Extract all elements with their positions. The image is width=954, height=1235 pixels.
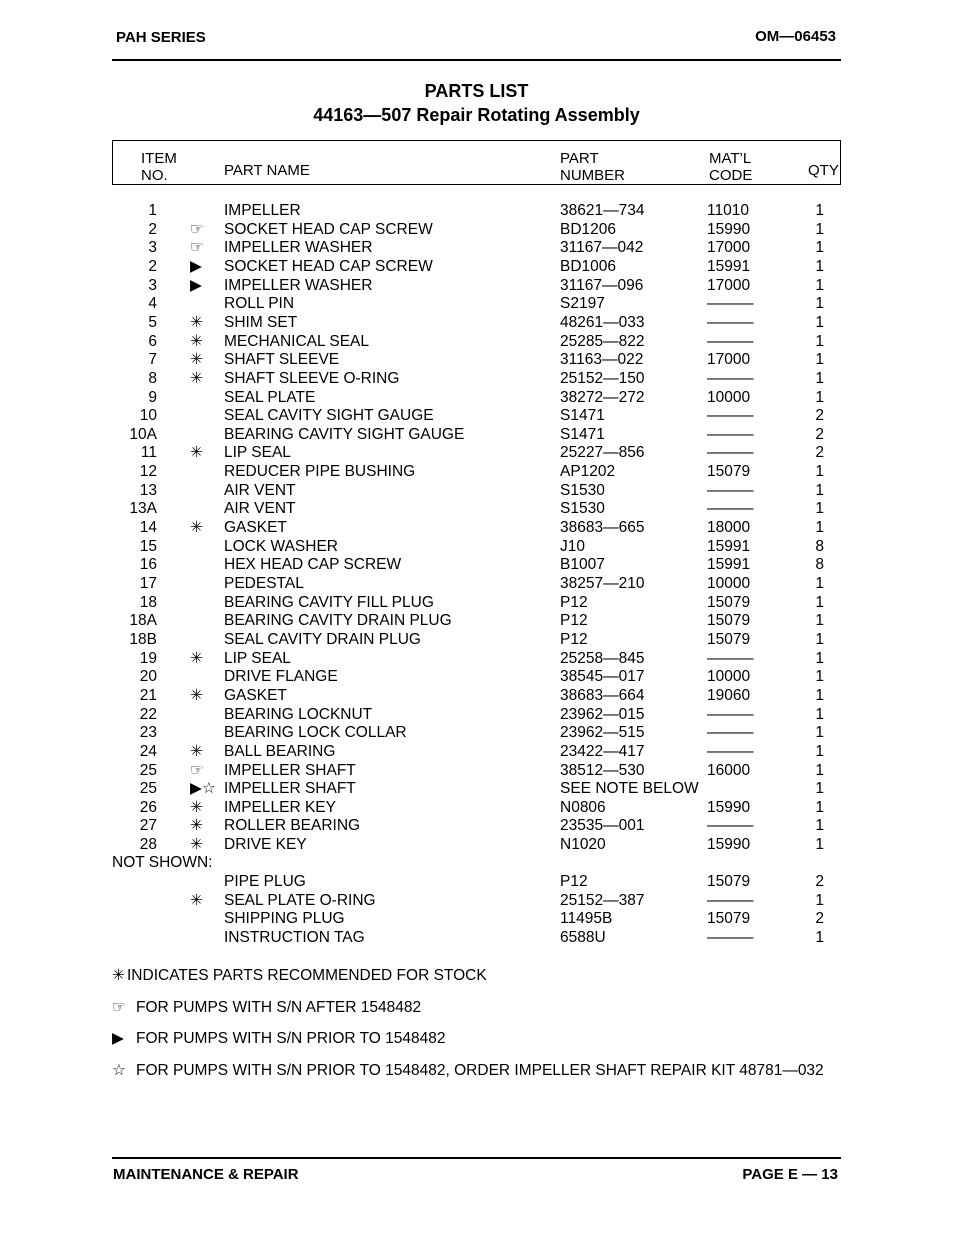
part-number: 6588U <box>560 928 606 946</box>
material-code: 17000 <box>707 239 751 257</box>
part-number: 31167—096 <box>560 276 644 294</box>
part-name: BEARING CAVITY SIGHT GAUGE <box>224 425 465 443</box>
quantity: 8 <box>815 556 824 574</box>
col-mat-code-line1: MAT’L <box>709 150 752 167</box>
material-code: 18000 <box>707 519 751 537</box>
table-row <box>0 630 954 649</box>
legend-text: INDICATES PARTS RECOMMENDED FOR STOCK <box>127 967 487 984</box>
row-symbol-icon: ✳ <box>190 649 203 667</box>
part-number: 38272—272 <box>560 388 645 406</box>
material-code: 11010 <box>707 202 749 219</box>
item-number: 8 <box>148 369 157 387</box>
row-symbol-icon: ✳ <box>190 742 203 760</box>
part-name: DRIVE KEY <box>224 836 307 854</box>
legend-item <box>112 966 487 985</box>
item-number: 17 <box>139 575 157 592</box>
legend-symbol-icon: ☞ <box>112 999 126 1016</box>
material-code: ——— <box>707 407 754 425</box>
quantity: 2 <box>815 407 824 425</box>
part-name: SHAFT SLEEVE <box>224 351 340 369</box>
material-code: ——— <box>707 500 754 518</box>
part-number: J10 <box>560 537 585 555</box>
col-part-number-line1: PART <box>560 150 599 167</box>
material-code: ——— <box>707 705 754 723</box>
part-name: IMPELLER SHAFT <box>224 780 356 798</box>
table-row <box>0 686 954 705</box>
item-number: 10 <box>139 407 157 425</box>
part-number: 38621—734 <box>560 202 645 219</box>
table-row <box>0 872 954 891</box>
item-number: 18B <box>129 630 157 648</box>
material-code: ——— <box>707 817 754 835</box>
column-header-box <box>112 140 841 185</box>
material-code: 15079 <box>707 910 751 928</box>
table-row <box>0 537 954 556</box>
quantity: 2 <box>815 444 824 462</box>
part-name: HEX HEAD CAP SCREW <box>224 556 402 574</box>
row-symbol-icon: ✳ <box>190 519 203 537</box>
quantity: 1 <box>815 369 824 387</box>
part-name: IMPELLER WASHER <box>224 239 373 257</box>
part-number: 25227—856 <box>560 444 645 462</box>
col-qty: QTY <box>808 162 839 179</box>
material-code: ——— <box>707 444 754 462</box>
table-row <box>0 481 954 500</box>
row-symbol-icon: ✳ <box>190 798 203 816</box>
quantity: 1 <box>815 780 824 798</box>
item-number: 27 <box>139 817 157 835</box>
part-number: 23962—515 <box>560 724 645 742</box>
quantity: 8 <box>815 537 824 555</box>
quantity: 1 <box>815 276 824 294</box>
part-name: BEARING CAVITY DRAIN PLUG <box>224 612 452 630</box>
table-row <box>0 332 954 351</box>
part-number: N1020 <box>560 836 606 854</box>
material-code: ——— <box>707 481 754 499</box>
quantity: 1 <box>815 630 824 648</box>
part-number: P12 <box>560 873 588 890</box>
part-number: BD1006 <box>560 257 617 275</box>
col-part-number-line2: NUMBER <box>560 167 626 184</box>
series-label: PAH SERIES <box>116 29 206 46</box>
material-code: 17000 <box>707 351 751 369</box>
quantity: 1 <box>815 798 824 816</box>
row-symbol-icon: ✳ <box>190 332 203 350</box>
part-name: GASKET <box>224 686 287 704</box>
material-code: 15079 <box>707 612 751 630</box>
quantity: 1 <box>815 668 824 686</box>
item-number: 4 <box>148 295 157 313</box>
quantity: 1 <box>815 313 824 331</box>
table-row <box>0 388 954 407</box>
table-row <box>0 238 954 257</box>
item-number: 25 <box>139 761 157 779</box>
part-name: AIR VENT <box>224 481 296 499</box>
part-name: SOCKET HEAD CAP SCREW <box>224 257 433 275</box>
table-row <box>0 276 954 295</box>
table-row <box>0 909 954 928</box>
quantity: 2 <box>815 425 824 443</box>
part-number: S1530 <box>560 481 605 499</box>
material-code: ——— <box>707 313 754 331</box>
part-name: REDUCER PIPE BUSHING <box>224 463 416 481</box>
table-row <box>0 816 954 835</box>
quantity: 1 <box>815 202 824 219</box>
table-row <box>0 779 954 798</box>
item-number: 9 <box>148 388 157 406</box>
part-number: 38683—665 <box>560 519 645 537</box>
table-row <box>0 499 954 518</box>
material-code: ——— <box>707 649 754 667</box>
table-row <box>0 369 954 388</box>
row-symbol-icon: ☞ <box>190 239 204 257</box>
part-name: AIR VENT <box>224 500 296 518</box>
part-name: DRIVE FLANGE <box>224 668 338 686</box>
part-number: 23422—417 <box>560 742 645 760</box>
item-number: 26 <box>139 798 157 816</box>
quantity: 1 <box>815 257 824 275</box>
item-number: 18 <box>139 593 157 611</box>
part-number: 31163—022 <box>560 351 644 369</box>
part-name: ROLL PIN <box>224 295 295 313</box>
not-shown-label: NOT SHOWN: <box>112 854 213 871</box>
part-number: 25285—822 <box>560 332 645 350</box>
material-code: ——— <box>707 369 754 387</box>
part-name: SHAFT SLEEVE O-RING <box>224 369 400 387</box>
legend-item <box>112 1029 446 1048</box>
part-number: S1471 <box>560 425 605 443</box>
row-symbol-icon: ✳ <box>190 686 203 704</box>
part-number: 38257—210 <box>560 575 645 592</box>
part-name: IMPELLER SHAFT <box>224 761 356 779</box>
table-row <box>0 928 954 947</box>
row-symbol-icon: ✳ <box>190 351 203 369</box>
part-name: LOCK WASHER <box>224 537 338 555</box>
item-number: 3 <box>148 239 157 257</box>
section-label: MAINTENANCE & REPAIR <box>113 1166 299 1183</box>
table-row <box>0 593 954 612</box>
material-code: 10000 <box>707 388 751 406</box>
part-name: PEDESTAL <box>224 575 304 592</box>
item-number: 10A <box>129 425 157 443</box>
quantity: 1 <box>815 724 824 742</box>
legend-item <box>112 998 421 1017</box>
material-code: 15990 <box>707 836 751 854</box>
part-number: S2197 <box>560 295 605 313</box>
item-number: 7 <box>148 351 157 369</box>
table-row <box>0 294 954 313</box>
row-symbol-icon: ✳ <box>190 444 203 462</box>
part-number: P12 <box>560 630 588 648</box>
table-row <box>0 555 954 574</box>
part-name: SEAL PLATE <box>224 388 316 406</box>
quantity: 1 <box>815 686 824 704</box>
part-name: LIP SEAL <box>224 649 291 667</box>
material-code: 10000 <box>707 668 751 686</box>
item-number: 13 <box>139 481 157 499</box>
col-part-name: PART NAME <box>224 162 310 179</box>
quantity: 1 <box>815 612 824 630</box>
table-row <box>0 201 954 220</box>
material-code: 15079 <box>707 630 751 648</box>
row-symbol-icon: ✳ <box>190 836 203 854</box>
row-symbol-icon: ▶ <box>190 257 202 275</box>
part-number: AP1202 <box>560 463 616 481</box>
quantity: 1 <box>815 239 824 257</box>
col-item-line1: ITEM <box>141 150 177 167</box>
part-number: 48261—033 <box>560 313 645 331</box>
material-code: 15079 <box>707 593 751 611</box>
item-number: 16 <box>139 556 157 574</box>
part-number: 11495B <box>560 910 613 928</box>
quantity: 1 <box>815 761 824 779</box>
part-name: BEARING LOCK COLLAR <box>224 724 407 742</box>
part-number: 23535—001 <box>560 817 645 835</box>
item-number: 13A <box>129 500 157 518</box>
item-number: 15 <box>139 537 157 555</box>
legend-text: FOR PUMPS WITH S/N PRIOR TO 1548482 <box>136 1030 446 1047</box>
part-name: IMPELLER WASHER <box>224 276 373 294</box>
part-name: ROLLER BEARING <box>224 817 361 835</box>
quantity: 2 <box>815 910 824 928</box>
part-number: 38683—664 <box>560 686 645 704</box>
part-name: MECHANICAL SEAL <box>224 332 369 350</box>
material-code: 15990 <box>707 798 751 816</box>
item-number: 12 <box>139 463 157 481</box>
part-number: 38512—530 <box>560 761 645 779</box>
part-name: SEAL CAVITY SIGHT GAUGE <box>224 407 434 425</box>
table-row <box>0 835 954 854</box>
material-code: 17000 <box>707 276 751 294</box>
table-row <box>0 313 954 332</box>
material-code: ——— <box>707 724 754 742</box>
part-name: PIPE PLUG <box>224 873 306 890</box>
table-row <box>0 705 954 724</box>
part-name: GASKET <box>224 519 287 537</box>
item-number: 6 <box>148 332 157 350</box>
material-code: 10000 <box>707 575 751 592</box>
document-number: OM—06453 <box>755 28 836 45</box>
quantity: 1 <box>815 463 824 481</box>
item-number: 14 <box>139 519 157 537</box>
item-number: 11 <box>140 444 157 462</box>
page-title: PARTS LIST <box>424 81 529 101</box>
table-row <box>0 406 954 425</box>
part-name: LIP SEAL <box>224 444 291 462</box>
quantity: 1 <box>815 817 824 835</box>
quantity: 1 <box>815 388 824 406</box>
table-row <box>0 220 954 239</box>
part-name: SHIM SET <box>224 313 298 331</box>
page-subtitle: 44163—507 Repair Rotating Assembly <box>313 105 640 125</box>
item-number: 20 <box>139 668 157 686</box>
material-code: 15991 <box>707 257 751 275</box>
header-rule <box>112 59 841 61</box>
table-row <box>0 723 954 742</box>
material-code: 15990 <box>707 220 751 238</box>
part-number: BD1206 <box>560 220 617 238</box>
item-number: 21 <box>139 686 157 704</box>
quantity: 1 <box>815 519 824 537</box>
quantity: 1 <box>815 481 824 499</box>
legend-symbol-icon: ▶ <box>112 1030 124 1047</box>
part-number: P12 <box>560 593 588 611</box>
quantity: 1 <box>815 836 824 854</box>
part-name: BEARING CAVITY FILL PLUG <box>224 593 434 611</box>
quantity: 1 <box>815 649 824 667</box>
material-code: 15991 <box>707 537 751 555</box>
material-code: ——— <box>707 928 754 946</box>
table-row <box>0 761 954 780</box>
table-row <box>0 462 954 481</box>
col-item-line2: NO. <box>141 167 168 184</box>
table-row <box>0 742 954 761</box>
part-number: S1471 <box>560 407 605 425</box>
item-number: 19 <box>139 649 157 667</box>
material-code: 15079 <box>707 873 751 890</box>
part-number: N0806 <box>560 798 606 816</box>
material-code: ——— <box>707 742 754 760</box>
quantity: 1 <box>815 332 824 350</box>
part-number: 25152—387 <box>560 891 645 909</box>
quantity: 1 <box>815 891 824 909</box>
legend-symbol-icon: ☆ <box>112 1062 126 1079</box>
quantity: 2 <box>815 873 824 890</box>
legend-text: FOR PUMPS WITH S/N PRIOR TO 1548482, ORDER IMPELLER SHAFT REPAIR KIT 48781—032 <box>136 1062 824 1079</box>
legend-item <box>112 1061 824 1080</box>
part-name: SOCKET HEAD CAP SCREW <box>224 220 433 238</box>
table-row <box>0 574 954 593</box>
part-number: S1530 <box>560 500 605 518</box>
part-number: SEE NOTE BELOW <box>560 780 699 798</box>
part-name: SEAL CAVITY DRAIN PLUG <box>224 630 421 648</box>
row-symbol-icon: ☞ <box>190 761 204 779</box>
table-row <box>0 257 954 276</box>
part-name: SHIPPING PLUG <box>224 910 345 928</box>
material-code: 16000 <box>707 761 751 779</box>
material-code: 19060 <box>707 686 751 704</box>
row-symbol-icon: ☞ <box>190 220 204 238</box>
quantity: 1 <box>815 351 824 369</box>
quantity: 1 <box>815 500 824 518</box>
table-row <box>0 667 954 686</box>
item-number: 23 <box>139 724 157 742</box>
item-number: 22 <box>139 705 157 723</box>
item-number: 2 <box>148 220 157 238</box>
quantity: 1 <box>815 705 824 723</box>
part-number: B1007 <box>560 556 605 574</box>
part-number: 25152—150 <box>560 369 645 387</box>
quantity: 1 <box>815 575 824 592</box>
table-row <box>0 798 954 817</box>
table-row <box>0 611 954 630</box>
item-number: 28 <box>139 836 157 854</box>
material-code: 15991 <box>707 556 751 574</box>
quantity: 1 <box>815 928 824 946</box>
table-row <box>0 443 954 462</box>
part-name: IMPELLER <box>224 202 301 219</box>
table-row <box>0 350 954 369</box>
col-mat-code-line2: CODE <box>709 167 753 184</box>
item-number: 18A <box>129 612 157 630</box>
part-name: IMPELLER KEY <box>224 798 336 816</box>
item-number: 25 <box>139 780 157 798</box>
table-row <box>0 518 954 537</box>
item-number: 1 <box>148 202 157 219</box>
table-row <box>0 649 954 668</box>
material-code: ——— <box>707 332 754 350</box>
part-number: 25258—845 <box>560 649 645 667</box>
part-number: P12 <box>560 612 588 630</box>
item-number: 24 <box>139 742 157 760</box>
row-symbol-icon: ✳ <box>190 891 203 909</box>
part-name: BEARING LOCKNUT <box>224 705 373 723</box>
material-code: ——— <box>707 295 754 313</box>
table-row <box>0 891 954 910</box>
part-name: SEAL PLATE O-RING <box>224 891 376 909</box>
footer-rule <box>112 1157 841 1159</box>
quantity: 1 <box>815 742 824 760</box>
quantity: 1 <box>815 220 824 238</box>
part-number: 38545—017 <box>560 668 645 686</box>
legend-symbol-icon: ✳ <box>112 967 125 984</box>
quantity: 1 <box>815 593 824 611</box>
item-number: 3 <box>148 276 157 294</box>
row-symbol-icon: ✳ <box>190 817 203 835</box>
row-symbol-icon: ✳ <box>190 369 203 387</box>
part-number: 23962—015 <box>560 705 645 723</box>
item-number: 5 <box>148 313 157 331</box>
row-symbol-icon: ✳ <box>190 313 203 331</box>
part-number: 31167—042 <box>560 239 644 257</box>
legend-text: FOR PUMPS WITH S/N AFTER 1548482 <box>136 999 422 1016</box>
part-name: INSTRUCTION TAG <box>224 928 365 946</box>
material-code: ——— <box>707 425 754 443</box>
part-name: BALL BEARING <box>224 742 336 760</box>
material-code: 15079 <box>707 463 751 481</box>
material-code: ——— <box>707 891 754 909</box>
row-symbol-icon: ▶ <box>190 276 202 294</box>
quantity: 1 <box>815 295 824 313</box>
table-row <box>0 425 954 444</box>
row-symbol-icon: ▶☆ <box>190 780 216 798</box>
page-number: PAGE E — 13 <box>742 1166 838 1183</box>
item-number: 2 <box>148 257 157 275</box>
